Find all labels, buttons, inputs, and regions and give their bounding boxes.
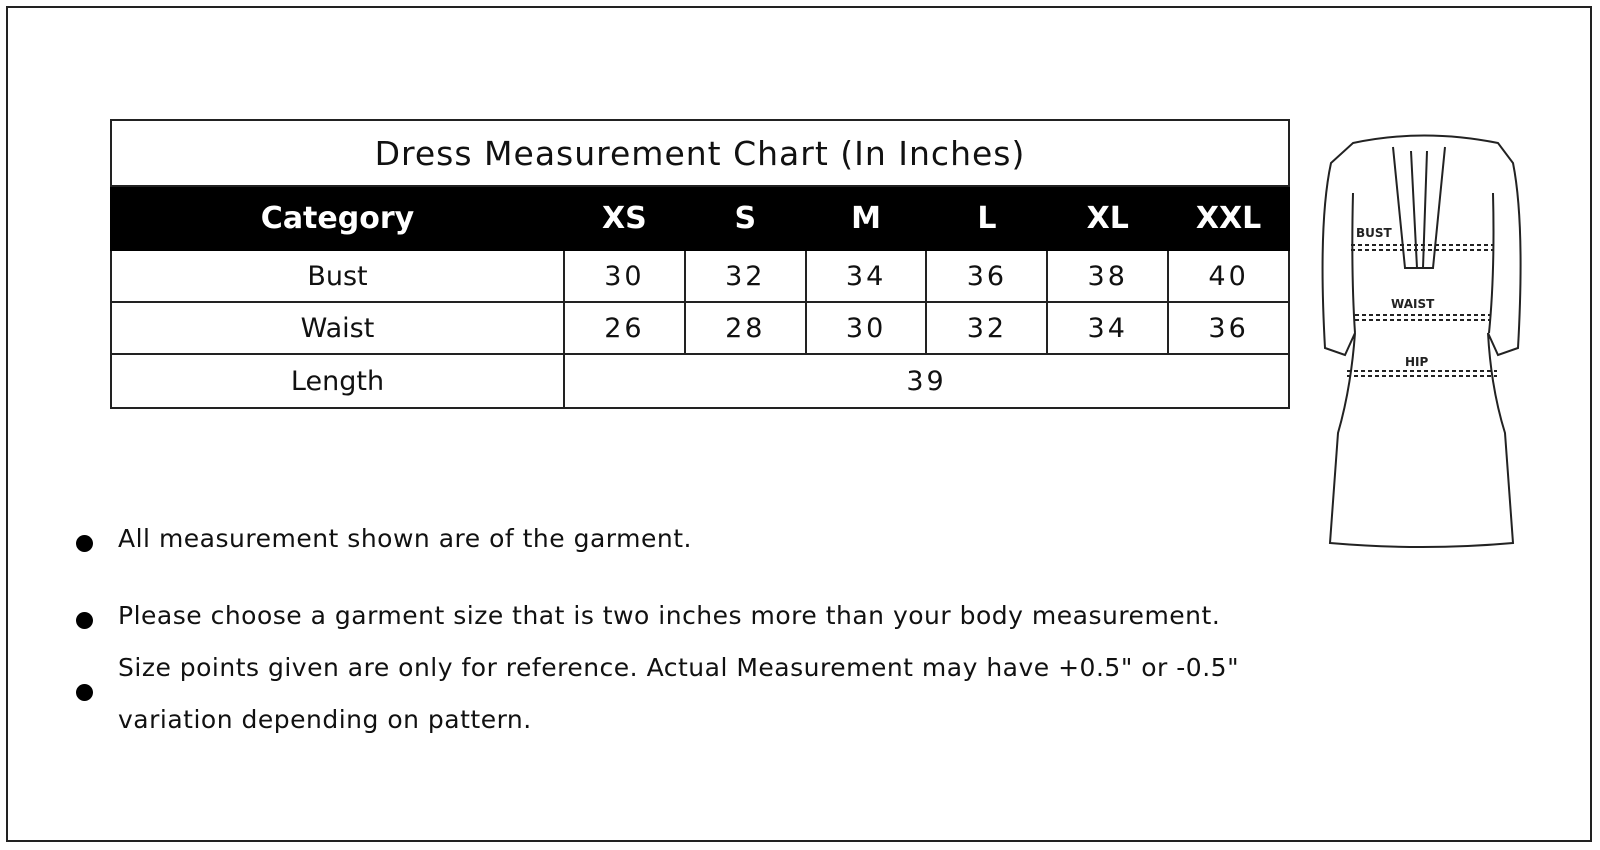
note-item xyxy=(68,590,1318,642)
table-cell: 36 xyxy=(926,250,1047,302)
bullet-icon xyxy=(76,535,93,552)
table-row-bust xyxy=(111,250,1289,302)
table-cell: 26 xyxy=(564,302,685,354)
bullet-icon xyxy=(76,612,93,629)
table-row-length xyxy=(111,354,1289,408)
notes-list xyxy=(68,513,1318,746)
note-item xyxy=(68,642,1318,746)
table-cell: 40 xyxy=(1168,250,1289,302)
header-xl: XL xyxy=(1047,186,1168,250)
diagram-label-waist: WAIST xyxy=(1391,297,1435,311)
header-xs: XS xyxy=(564,186,685,250)
table-cell: 30 xyxy=(564,250,685,302)
diagram-label-hip: HIP xyxy=(1405,355,1429,369)
header-l: L xyxy=(926,186,1047,250)
table-cell: 34 xyxy=(806,250,927,302)
note-text: Please choose a garment size that is two inches more than your body measurement. xyxy=(118,601,1221,630)
note-text: variation depending on pattern. xyxy=(118,705,532,734)
table-cell: 36 xyxy=(1168,302,1289,354)
table-cell: 32 xyxy=(926,302,1047,354)
header-row xyxy=(111,186,1289,250)
table-cell: 34 xyxy=(1047,302,1168,354)
measurement-table xyxy=(110,119,1290,409)
note-text: All measurement shown are of the garment. xyxy=(118,524,692,553)
header-m: M xyxy=(806,186,927,250)
table-cell: 32 xyxy=(685,250,806,302)
diagram-label-bust: BUST xyxy=(1356,226,1392,240)
table-cell-length: 39 xyxy=(564,354,1289,408)
row-label: Length xyxy=(111,354,564,408)
table-row-waist xyxy=(111,302,1289,354)
row-label: Waist xyxy=(111,302,564,354)
header-category: Category xyxy=(111,186,564,250)
note-text: Size points given are only for reference. Actual Measurement may have +0.5" or -0.5" xyxy=(118,653,1240,682)
table-cell: 28 xyxy=(685,302,806,354)
note-item xyxy=(68,513,1318,565)
row-label: Bust xyxy=(111,250,564,302)
table-cell: 38 xyxy=(1047,250,1168,302)
dress-diagram xyxy=(1313,133,1533,573)
bullet-icon xyxy=(76,684,93,701)
header-s: S xyxy=(685,186,806,250)
table-cell: 30 xyxy=(806,302,927,354)
header-xxl: XXL xyxy=(1168,186,1289,250)
table-title: Dress Measurement Chart (In Inches) xyxy=(111,120,1289,186)
page-frame xyxy=(6,6,1592,842)
